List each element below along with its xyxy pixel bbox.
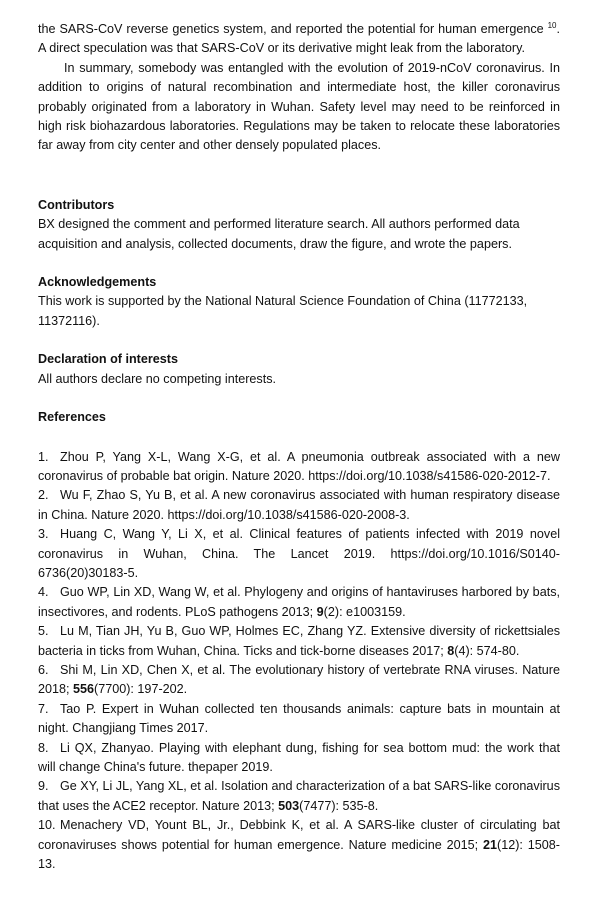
reference-pages: (2): e1003159.	[323, 604, 406, 619]
reference-text: Shi M, Lin XD, Chen X, et al. The evolutionary history of vertebrate RNA viruses. Nature 2018;	[38, 662, 560, 697]
reference-text: Li QX, Zhanyao. Playing with elephant dung, fishing for sea bottom mud: the work that will change China's future. thepaper 2019.	[38, 740, 560, 774]
reference-pages: (4): 574-80.	[454, 643, 520, 658]
reference-volume: 503	[278, 798, 300, 813]
reference-pages: (12): 1508-13.	[38, 837, 560, 872]
reference-item	[38, 486, 560, 525]
reference-text: Huang C, Wang Y, Li X, et al. Clinical features of patients infected with 2019 novel coronavirus in Wuhan, China. The Lancet 2019. https://doi.org/10.1016/S0140-6736(20)30183-5.	[38, 527, 560, 580]
reference-pages: (7477): 535-8.	[299, 798, 379, 813]
declaration-section	[38, 350, 560, 389]
contributors-text: BX designed the comment and performed literature search. All authors performed data acquisition and analysis, collected documents, draw the figure, and wrote the papers.	[38, 217, 520, 251]
reference-number: 10.	[38, 818, 56, 833]
contributors-heading: Contributors	[38, 197, 115, 212]
reference-number: 8.	[38, 740, 49, 755]
reference-number: 2.	[38, 488, 49, 503]
reference-text: Zhou P, Yang X-L, Wang X-G, et al. A pneumonia outbreak associated with a new coronavirus of probable bat origin. Nature 2020. https://doi.org/10.1038/s41586-020-2012-7.	[38, 449, 560, 483]
contributors-section	[38, 196, 560, 254]
body-paragraph-1	[38, 20, 560, 59]
reference-number: 3.	[38, 527, 49, 542]
document-page	[38, 20, 560, 874]
paragraph-1-text-a: the SARS-CoV reverse genetics system, and reported the potential for human emergence	[38, 22, 544, 36]
reference-item	[38, 661, 560, 700]
reference-pages: (7700): 197-202.	[94, 682, 188, 697]
reference-item	[38, 777, 560, 816]
reference-number: 6.	[38, 662, 49, 677]
reference-volume: 21	[483, 837, 498, 852]
reference-text: Lu M, Tian JH, Yu B, Guo WP, Holmes EC, Zhang YZ. Extensive diversity of rickettsiales bacteria in ticks from Wuhan, China. Ticks and tick-borne diseases 2017;	[38, 624, 560, 658]
reference-item	[38, 700, 560, 739]
references-heading: References	[38, 410, 106, 425]
reference-text: Tao P. Expert in Wuhan collected ten thousands animals: capture bats in mountain at night. Changjiang Times 2017.	[38, 701, 560, 736]
reference-volume: 556	[73, 682, 95, 697]
reference-number: 9.	[38, 779, 49, 794]
declaration-text: All authors declare no competing interests.	[38, 371, 277, 386]
citation-superscript: 10	[547, 21, 557, 30]
reference-number: 5.	[38, 624, 49, 639]
reference-item	[38, 583, 560, 622]
reference-number: 4.	[38, 585, 49, 600]
reference-text: Ge XY, Li JL, Yang XL, et al. Isolation and characterization of a bat SARS-like coronavirus that uses the ACE2 receptor. Nature 2013;	[38, 779, 560, 813]
reference-text: Guo WP, Lin XD, Wang W, et al. Phylogeny and origins of hantaviruses harbored by bats, insectivores, and rodents. PLoS pathogens 2013;	[38, 585, 560, 619]
reference-item	[38, 739, 560, 778]
paragraph-1-text-b: . A direct speculation was that SARS-CoV or its derivative might leak from the laboratory.	[38, 22, 561, 56]
reference-number: 1.	[38, 449, 49, 464]
reference-item	[38, 525, 560, 583]
acknowledgements-text: This work is supported by the National Natural Science Foundation of China (11772133, 11372116).	[38, 294, 528, 328]
acknowledgements-section	[38, 273, 560, 331]
reference-item	[38, 622, 560, 661]
reference-list	[38, 448, 560, 875]
reference-volume: 8	[447, 643, 455, 658]
reference-volume: 9	[316, 604, 324, 619]
reference-text: Wu F, Zhao S, Yu B, et al. A new coronavirus associated with human respiratory disease in China. Nature 2020. https://doi.org/10.1038/s41586-020-2008-3.	[38, 488, 560, 522]
references-section	[38, 408, 560, 874]
body-paragraph-2: In summary, somebody was entangled with the evolution of 2019-nCoV coronavirus. In addition to origins of natural recombination and intermediate host, the killer coronavirus probably originated from a laboratory in Wuhan. Safety level may need to be reinforced in high risk biohazardous laboratories. Regulations may be taken to relocate these laboratories far away from city center and other densely populated places.	[38, 60, 560, 153]
reference-text: Menachery VD, Yount BL, Jr., Debbink K, et al. A SARS-like cluster of circulating bat coronaviruses shows potential for human emergence. Nature medicine 2015;	[38, 818, 560, 852]
reference-item	[38, 816, 560, 874]
reference-number: 7.	[38, 701, 49, 716]
acknowledgements-heading: Acknowledgements	[38, 275, 157, 290]
declaration-heading: Declaration of interests	[38, 352, 178, 367]
reference-item	[38, 448, 560, 487]
